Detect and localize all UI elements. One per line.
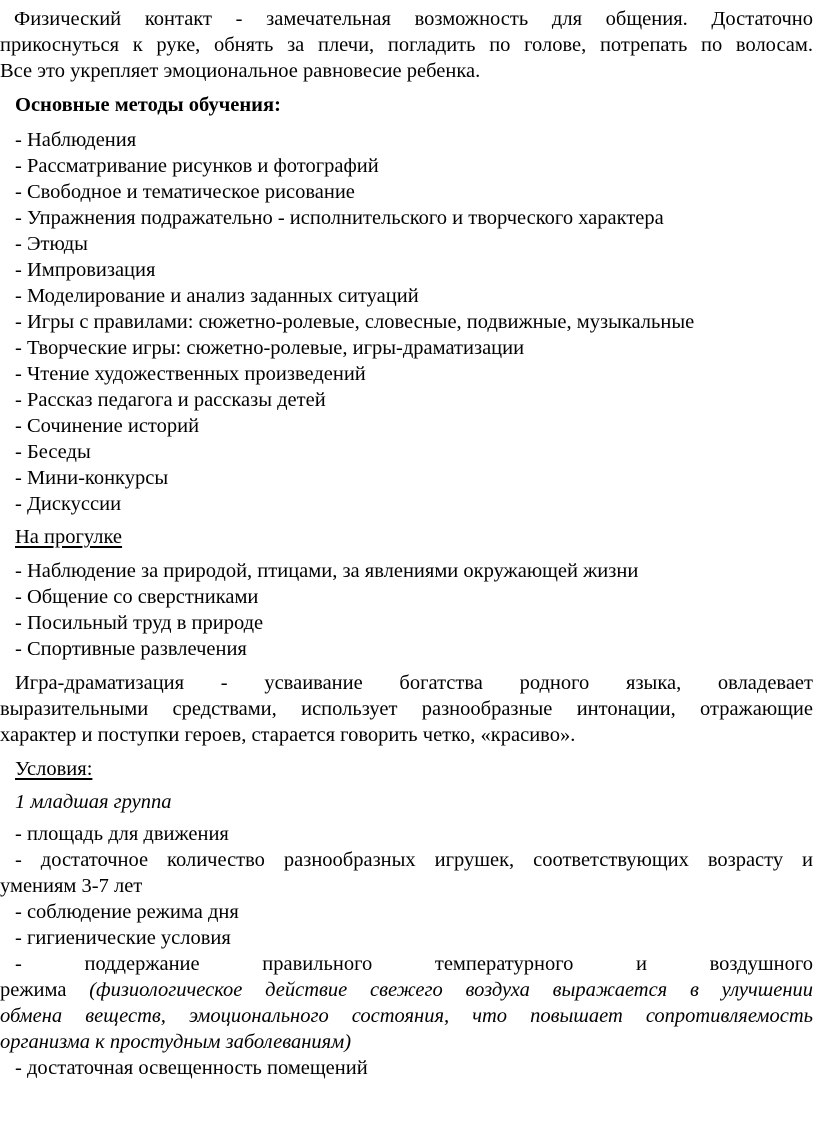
condition-item-5-line-1: - поддержание правильного температурного и воздушного — [15, 953, 813, 975]
list-item: - Упражнения подражательно - исполнительского и творческого характера — [15, 207, 664, 229]
list-item: - Беседы — [15, 441, 91, 463]
list-item: - Мини-конкурсы — [15, 467, 169, 489]
methods-heading: Основные методы обучения: — [15, 94, 281, 116]
list-item: - Рассказ педагога и рассказы детей — [15, 389, 326, 411]
condition-item: - соблюдение режима дня — [15, 901, 239, 923]
dramatization-line-2: выразительными средствами, использует разнообразные интонации, отражающие — [0, 698, 813, 720]
intro-line-2: прикоснуться к руке, обнять за плечи, погладить по голове, потрепать по волосам. — [0, 34, 813, 56]
dramatization-line-1: Игра-драматизация - усваивание богатства родного языка, овладевает — [15, 672, 813, 694]
condition-item: - площадь для движения — [15, 823, 229, 845]
condition-item: - гигиенические условия — [15, 927, 231, 949]
list-item: - Сочинение историй — [15, 415, 200, 437]
condition-item: - достаточная освещенность помещений — [15, 1057, 368, 1079]
list-item: - Игры с правилами: сюжетно-ролевые, словесные, подвижные, музыкальные — [15, 311, 695, 333]
list-item: - Посильный труд в природе — [15, 612, 264, 634]
list-item: - Общение со сверстниками — [15, 586, 259, 608]
condition-item-2-line-2: умениям 3-7 лет — [0, 875, 143, 897]
list-item: - Рассматривание рисунков и фотографий — [15, 155, 379, 177]
walk-heading: На прогулке — [15, 526, 123, 548]
condition-item-5-line-4: организма к простудным заболеваниям) — [0, 1031, 352, 1053]
list-item: - Импровизация — [15, 259, 156, 281]
list-item: - Наблюдение за природой, птицами, за явлениями окружающей жизни — [15, 560, 639, 582]
condition-item-5-line-3: обмена веществ, эмоционального состояния, что повышает сопротивляемость — [0, 1005, 813, 1027]
dramatization-line-3: характер и поступки героев, старается говорить четко, «красиво». — [0, 724, 576, 746]
group-subheading: 1 младшая группа — [15, 791, 172, 813]
list-item: - Этюды — [15, 233, 88, 255]
list-item: - Наблюдения — [15, 129, 137, 151]
intro-line-1: Физический контакт - замечательная возможность для общения. Достаточно — [14, 8, 813, 30]
list-item: - Дискуссии — [15, 493, 122, 515]
condition-item-5-regular: режима — [0, 979, 90, 1001]
intro-line-3: Все это укрепляет эмоциональное равновесие ребенка. — [0, 60, 481, 82]
condition-item-2-line-1: - достаточное количество разнообразных игрушек, соответствующих возрасту и — [15, 849, 813, 871]
list-item: - Свободное и тематическое рисование — [15, 181, 355, 203]
list-item: - Чтение художественных произведений — [15, 363, 366, 385]
list-item: - Моделирование и анализ заданных ситуаций — [15, 285, 419, 307]
list-item: - Спортивные развлечения — [15, 638, 247, 660]
condition-item-5-note: (физиологическое действие свежего воздуха выражается в улучшении — [89, 979, 813, 1001]
conditions-heading: Условия: — [15, 758, 93, 780]
list-item: - Творческие игры: сюжетно-ролевые, игры-драматизации — [15, 337, 525, 359]
condition-item-5-line-2 — [0, 977, 813, 1003]
